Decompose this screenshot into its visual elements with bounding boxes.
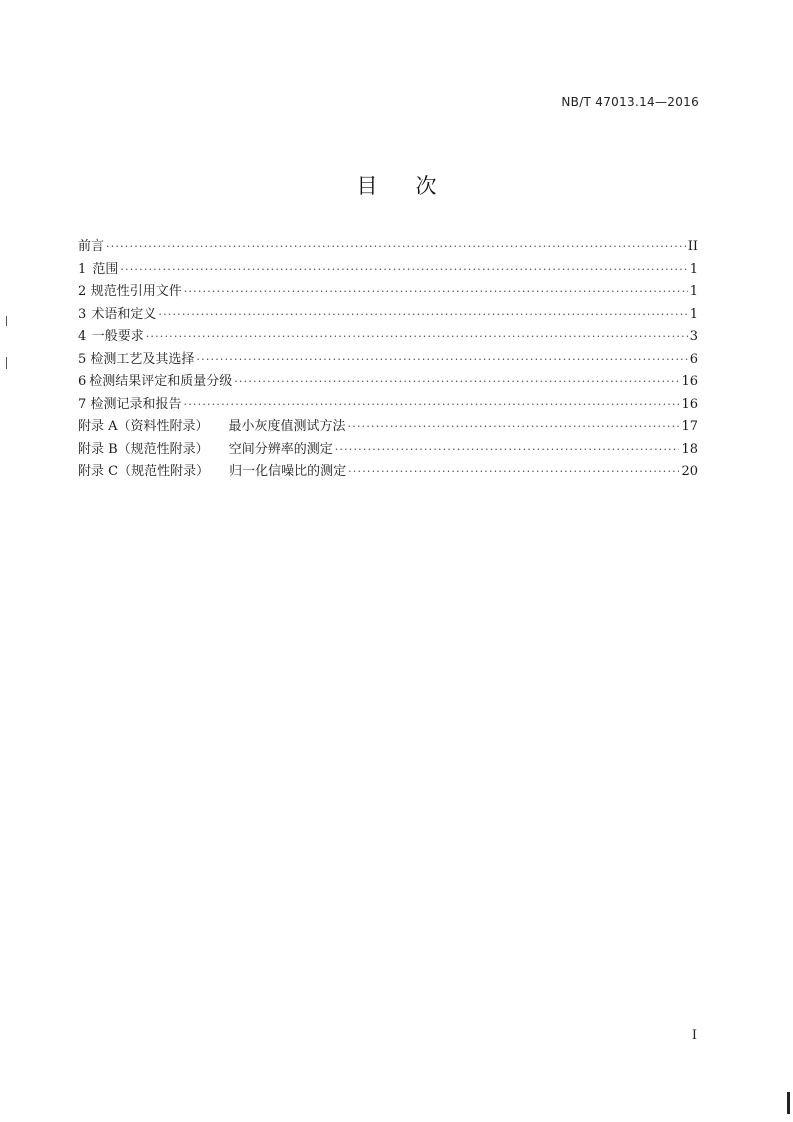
toc-entry-number: 7	[78, 396, 87, 412]
dot-leader	[184, 398, 680, 411]
toc-entry-page: 16	[681, 396, 698, 412]
toc-entry-number: 1	[78, 261, 87, 277]
dot-leader	[335, 443, 680, 456]
toc-entry-label: 检测结果评定和质量分级	[89, 374, 233, 389]
dot-leader	[348, 420, 680, 433]
toc-entry-number: 4	[78, 329, 87, 344]
toc-entry-4[interactable]	[78, 325, 698, 348]
appendix-label: 附录 C（规范性附录）	[78, 464, 210, 479]
toc-entry-appendix-b[interactable]	[78, 438, 698, 461]
toc-entry-5[interactable]	[78, 348, 698, 371]
toc-entry-page: 17	[681, 419, 698, 434]
toc-entry-number: 6	[78, 374, 87, 389]
toc-entry-2[interactable]	[78, 280, 698, 303]
toc-entry-label: 术语和定义	[91, 306, 157, 322]
footer-page-number: I	[691, 1028, 697, 1043]
toc-entry-page: 3	[689, 329, 698, 344]
toc-entry-appendix-c[interactable]	[78, 460, 698, 483]
table-of-contents	[78, 235, 698, 483]
toc-entry-page: II	[687, 239, 698, 254]
dot-leader	[106, 240, 686, 253]
toc-entry-page: 1	[689, 306, 698, 322]
appendix-label: 附录 B（规范性附录）	[78, 441, 209, 457]
toc-entry-7[interactable]	[78, 393, 698, 416]
scan-edge-mark	[6, 316, 7, 326]
appendix-title: 最小灰度值测试方法	[228, 419, 346, 434]
toc-entry-page: 18	[681, 441, 698, 457]
toc-entry-page: 1	[689, 261, 698, 277]
toc-entry-page: 6	[689, 351, 698, 367]
scan-edge-mark	[6, 357, 7, 369]
toc-entry-number: 2	[78, 284, 87, 299]
toc-entry-label: 前言	[78, 239, 105, 254]
appendix-title: 归一化信噪比的测定	[229, 464, 347, 479]
toc-entry-3[interactable]	[78, 303, 698, 326]
toc-entry-label: 检测记录和报告	[90, 396, 182, 412]
toc-entry-page: 1	[689, 284, 698, 299]
dot-leader	[348, 465, 679, 478]
appendix-title: 空间分辨率的测定	[228, 441, 333, 457]
toc-entry-appendix-a[interactable]	[78, 415, 698, 438]
toc-entry-number: 5	[78, 351, 87, 367]
toc-entry-label: 一般要求	[91, 329, 144, 344]
toc-entry-6[interactable]	[78, 370, 698, 393]
dot-leader	[120, 263, 687, 276]
dot-leader	[234, 375, 679, 388]
dot-leader	[158, 308, 687, 321]
toc-entry-page: 20	[681, 464, 698, 479]
toc-entry-label: 检测工艺及其选择	[90, 351, 195, 367]
appendix-label: 附录 A（资料性附录）	[78, 419, 209, 434]
toc-entry-label: 规范性引用文件	[90, 284, 182, 299]
toc-entry-preface[interactable]	[78, 235, 698, 258]
page-title: 目次	[356, 174, 475, 198]
toc-entry-number: 3	[78, 306, 87, 322]
toc-entry-label: 范围	[92, 261, 119, 277]
standard-code: NB/T 47013.14—2016	[561, 95, 699, 109]
dot-leader	[146, 330, 688, 343]
scan-edge-mark	[787, 1092, 790, 1114]
toc-entry-1[interactable]	[78, 258, 698, 281]
dot-leader	[184, 285, 688, 298]
toc-entry-page: 16	[681, 374, 698, 389]
dot-leader	[196, 353, 687, 366]
